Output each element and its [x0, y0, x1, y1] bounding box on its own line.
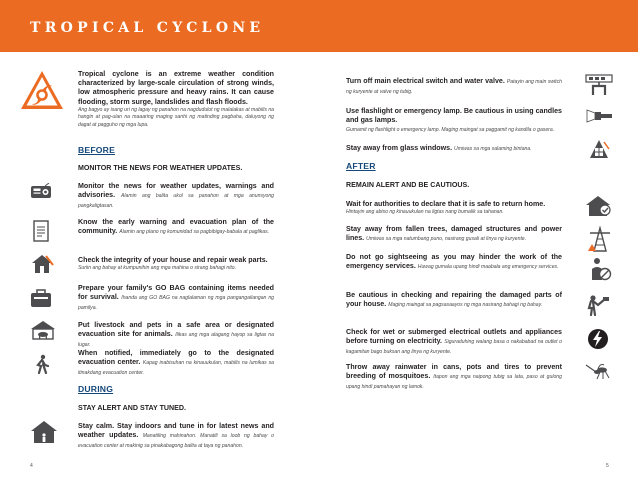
during-item-translation: Umiwas sa mga salaming bintana. [454, 146, 532, 152]
during-item [346, 144, 562, 154]
intro-text: Tropical cyclone is an extreme weather condition characterized by large-scale circulation of strong winds, low atmospheric pressure and heavy rains. It can cause flooding, storm surge, landslides and flash floods. [78, 70, 274, 106]
after-item-translation: Hintayin ang abiso ng kinauukulan na ligtas nang bumalik sa tahanan. [346, 209, 504, 216]
after-item [346, 328, 562, 358]
after-item [346, 253, 562, 272]
monitor-heading: MONITOR THE NEWS FOR WEATHER UPDATES. [78, 164, 243, 172]
before-item-text: Check the integrity of your house and repair weak parts. [78, 256, 268, 264]
during-heading: DURING [78, 384, 114, 394]
before-item [78, 218, 274, 237]
after-item-text: Throw away rainwater in cans, pots and tires to prevent breeding of mosquitoes. [346, 363, 562, 381]
after-item-translation: Maging maingat sa pagsasaayos ng mga nasirang bahagi ng bahay. [388, 302, 543, 309]
before-item [78, 182, 274, 212]
fallen-power-line-icon [588, 226, 612, 252]
before-item-text: Monitor the news for weather updates, warnings and advisories. [78, 182, 274, 200]
broken-glass-window-icon [588, 138, 610, 160]
return-home-icon [585, 195, 613, 217]
page-number-left: 4 [30, 463, 33, 469]
during-item-translation: Patayin ang main switch ng kuryente at valve ng tubig. [346, 79, 562, 96]
after-item [346, 363, 562, 393]
after-item [346, 225, 562, 244]
before-item-text: When notified, immediately go to the designated evacuation center. [78, 349, 274, 367]
evacuation-center-icon [32, 354, 52, 374]
stay-alert-heading: STAY ALERT AND STAY TUNED. [78, 404, 186, 412]
during-item-text: Use flashlight or emergency lamp. Be cautious in using candles and gas lamps. [346, 107, 562, 125]
before-item-translation: Alamin ang plano ng komunidad sa pagbibigay-babala at paglikas. [119, 229, 270, 236]
before-item-text: Prepare your family's GO BAG containing items needed for survival. [78, 284, 274, 302]
electric-outlet-warning-icon [587, 328, 609, 350]
during-item-text: Stay away from glass windows. [346, 144, 453, 152]
before-item [78, 321, 274, 351]
before-heading: BEFORE [78, 145, 116, 155]
page-number-right: 5 [606, 463, 609, 469]
after-item-text: Do not go sightseeing as you may hinder the work of the emergency services. [346, 253, 562, 271]
before-item-translation: Kapag inabisuhan na kinauukulan, mabilis na lumikas sa itinakdang evacuation center. [78, 360, 274, 377]
after-item-translation: Umiwas sa mga natumbang puno, nasirang gusali at linya ng kuryente. [366, 236, 527, 243]
during-item-translation-block [346, 127, 562, 135]
during-item-translation: Manatiling mahinahon. Manatili sa loob ng bahay o evacuation center at makinig sa pinakabagong balita at taya ng panahon. [78, 433, 274, 450]
after-item-text: Be cautious in checking and repairing the damaged parts of your house. [346, 291, 562, 309]
after-item [346, 200, 562, 217]
before-item [78, 284, 274, 314]
during-item [346, 77, 562, 97]
before-item [78, 349, 274, 379]
after-item-text: Check for wet or submerged electrical outlets and appliances before turning on electricity. [346, 328, 562, 346]
radio-icon [30, 183, 52, 199]
intro-paragraph [78, 70, 274, 130]
main-switch-icon [585, 74, 613, 96]
before-item-translation: Suriin ang bahay at kumpunihin ang mga mahina o sirang bahagi nito. [78, 265, 237, 272]
livestock-shelter-icon [30, 320, 56, 340]
evacuation-plan-document-icon [33, 220, 49, 242]
after-item [346, 291, 562, 310]
page-title: TROPICAL CYCLONE [30, 20, 265, 36]
during-item-translation: Gumamit ng flashlight o emergency lamp. Maging maingat sa paggamit ng kandila o gasera. [346, 127, 555, 133]
flashlight-icon [585, 107, 613, 125]
before-item-translation: Ilikas ang mga alagang hayop sa ligtas na lugar. [78, 332, 274, 349]
stay-indoors-house-icon [30, 420, 58, 444]
house-repair-icon [30, 253, 54, 275]
intro-translation: Ang bagyo ay isang uri ng lagay ng panahon na nagdudulot ng malalakas at mabilis na hangin at pag-ulan na maaaring maging sanhi ng matinding pagbaha, daluyong ng dagat at pagguho ng mga lupa. [78, 106, 274, 128]
during-item [78, 422, 274, 452]
after-heading: AFTER [346, 161, 376, 171]
during-item-text: Turn off main electrical switch and water valve. [346, 77, 505, 85]
after-item-text: Stay away from fallen trees, damaged structures and power lines. [346, 225, 562, 243]
after-item-translation: Itapon ang mga naipong tubig sa lata, paso at gulong upang hindi pamahayan ng lamok. [346, 374, 562, 391]
during-item-text: Stay calm. Stay indoors and tune in for latest news and weather updates. [78, 422, 274, 440]
hurricane-symbol-icon [20, 70, 64, 110]
after-item-translation: Siguraduhing walang basa o nakababad na outlet o kagamitan bago buksan ang linya ng kuryente. [346, 339, 562, 356]
before-item-translation: Alamin ang balita ukol sa panahon at mga anunsyong pangkaligtasan. [78, 193, 274, 210]
before-item-translation: Ihanda ang GO BAG na naglalaman ng mga pangangailangan ng pamilya. [78, 295, 274, 312]
remain-alert-heading: REMAIN ALERT AND BE CAUTIOUS. [346, 181, 470, 189]
before-item [78, 256, 274, 273]
after-item-translation: Huwag gumala upang hindi maabala ang emergency services. [417, 264, 559, 271]
after-item-text: Wait for authorities to declare that it is safe to return home. [346, 200, 546, 208]
careful-repair-icon [586, 294, 612, 316]
before-item-text: Put livestock and pets in a safe area or designated evacuation site for animals. [78, 321, 274, 339]
before-item-text: Know the early warning and evacuation plan of the community. [78, 218, 274, 236]
no-sightseeing-icon [588, 257, 612, 281]
title-banner [0, 0, 638, 52]
during-item [346, 107, 562, 125]
go-bag-icon [30, 288, 52, 308]
mosquito-breeding-icon [585, 362, 613, 382]
